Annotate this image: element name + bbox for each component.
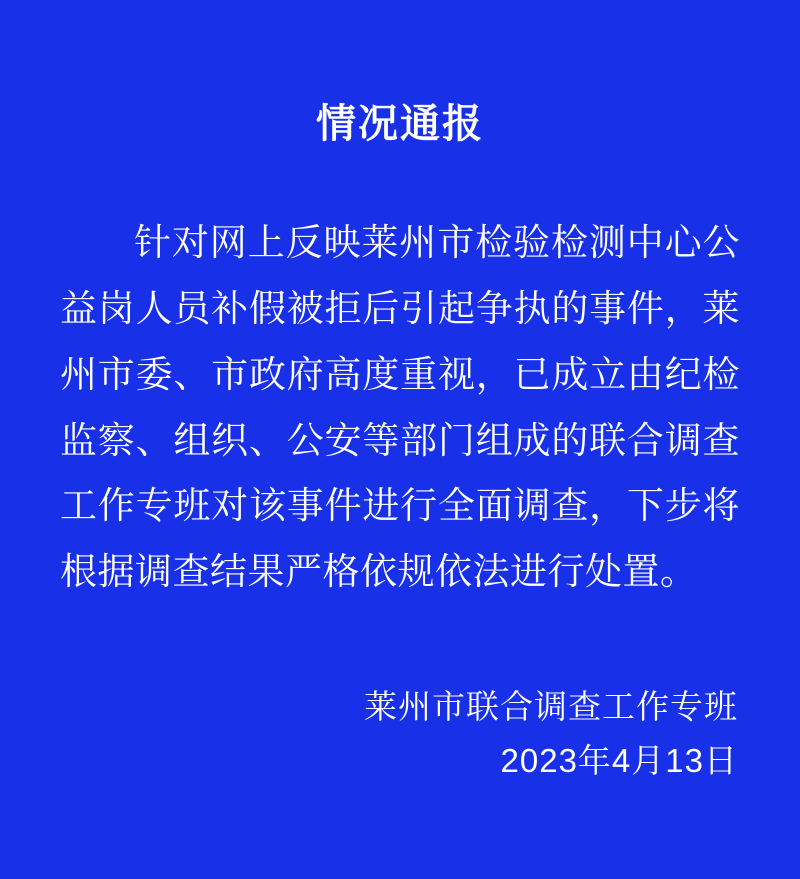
signature-block xyxy=(364,680,738,787)
signature-organization: 莱州市联合调查工作专班 xyxy=(364,688,738,726)
page-title: 情况通报 xyxy=(316,102,484,146)
signature-date: 2023年4月13日 xyxy=(500,741,738,779)
notice-body-text: 针对网上反映莱州市检验检测中心公益岗人员补假被拒后引起争执的事件，莱州市委、市政府高度重视，已成立由纪检监察、组织、公安等部门组成的联合调查工作专班对该事件进行全面调查，下步将根据调查结果严格依规依法进行处置。 xyxy=(60,222,740,593)
